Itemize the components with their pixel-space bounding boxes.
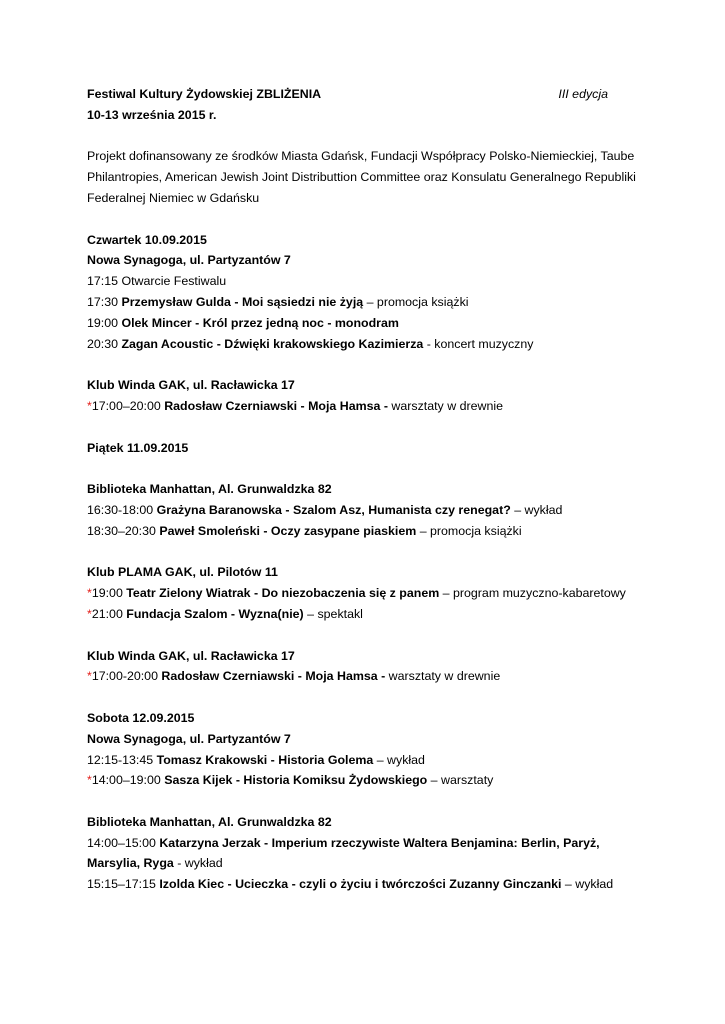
event-title: Grażyna Baranowska - Szalom Asz, Humanista czy renegat? <box>156 502 511 517</box>
event-type: – promocja książki <box>363 294 469 309</box>
event-type: - koncert muzyczny <box>423 336 534 351</box>
venue-heading: Klub PLAMA GAK, ul. Pilotów 11 <box>87 565 278 580</box>
event-item <box>87 604 632 625</box>
event-title: Marsylia, Ryga <box>87 856 174 871</box>
funding-line-2: Philantropies, American Jewish Joint Distributtion Committee oraz Konsulatu Generalnego Republiki <box>87 170 636 185</box>
event-item <box>87 583 632 604</box>
asterisk-mark: * <box>87 773 92 788</box>
event-time: 19:00 <box>91 586 127 601</box>
asterisk-mark: * <box>87 398 92 413</box>
event-item <box>87 313 632 334</box>
event-item <box>87 396 632 417</box>
venue-heading: Biblioteka Manhattan, Al. Grunwaldzka 82 <box>87 482 332 497</box>
event-item <box>87 666 632 687</box>
event-time: 14:00–19:00 <box>91 773 165 788</box>
event-type: – wykład <box>373 752 425 767</box>
day-heading-thursday: Czwartek 10.09.2015 <box>87 232 207 247</box>
event-time: 17:30 <box>87 294 122 309</box>
event-time: 18:30–20:30 <box>87 523 160 538</box>
event-item <box>87 750 632 771</box>
event-title: Sasza Kijek - Historia Komiksu Żydowskiego <box>164 773 428 788</box>
event-type: – promocja książki <box>416 523 522 538</box>
event-title: Radosław Czerniawski - Moja Hamsa - <box>161 669 386 684</box>
header-row <box>87 84 608 105</box>
event-item-continued <box>87 853 632 874</box>
event-item <box>87 334 632 355</box>
event-item <box>87 874 632 895</box>
event-title: Olek Mincer - Król przez jedną noc - monodram <box>121 315 399 330</box>
event-item: 17:15 Otwarcie Festiwalu <box>87 274 227 289</box>
asterisk-mark: * <box>87 606 92 621</box>
event-item <box>87 500 632 521</box>
funding-line-1: Projekt dofinansowany ze środków Miasta Gdańsk, Fundacji Współpracy Polsko-Niemieckiej, Taube <box>87 149 635 164</box>
event-title: Katarzyna Jerzak - Imperium rzeczywiste Waltera Benjamina: Berlin, Paryż, <box>159 835 600 850</box>
event-type: – wykład <box>510 502 563 517</box>
funding-line-3: Federalnej Niemiec w Gdańsku <box>87 190 260 205</box>
event-title: Izolda Kiec - Ucieczka - czyli o życiu i twórczości Zuzanny Ginczanki <box>159 877 562 892</box>
venue-heading: Biblioteka Manhattan, Al. Grunwaldzka 82 <box>87 814 332 829</box>
event-title: Przemysław Gulda - Moi sąsiedzi nie żyją <box>121 294 364 309</box>
document-page <box>87 84 636 895</box>
event-title: Tomasz Krakowski - Historia Golema <box>156 752 374 767</box>
event-time: 20:30 <box>87 336 122 351</box>
event-type: – warsztaty <box>427 773 494 788</box>
asterisk-mark: * <box>87 586 92 601</box>
event-time: 16:30-18:00 <box>87 502 157 517</box>
day-heading-friday: Piątek 11.09.2015 <box>87 440 189 455</box>
event-time: 21:00 <box>91 606 127 621</box>
event-item <box>87 521 632 542</box>
event-time: 17:00–20:00 <box>91 398 165 413</box>
event-type: – spektakl <box>303 606 363 621</box>
event-time: 19:00 <box>87 315 122 330</box>
event-title: Fundacja Szalom - Wyzna(nie) <box>126 606 304 621</box>
event-type: - wykład <box>173 856 223 871</box>
venue-heading: Nowa Synagoga, ul. Partyzantów 7 <box>87 731 291 746</box>
event-type: warsztaty w drewnie <box>387 398 503 413</box>
event-item <box>87 833 632 854</box>
event-time: 15:15–17:15 <box>87 877 160 892</box>
day-heading-saturday: Sobota 12.09.2015 <box>87 710 195 725</box>
event-time: 17:00-20:00 <box>91 669 162 684</box>
event-title: Paweł Smoleński - Oczy zasypane piaskiem <box>159 523 417 538</box>
venue-heading: Nowa Synagoga, ul. Partyzantów 7 <box>87 253 291 268</box>
event-type: – program muzyczno-kabaretowy <box>439 586 626 601</box>
event-title: Teatr Zielony Wiatrak - Do niezobaczenia się z panem <box>126 586 440 601</box>
event-time: 12:15-13:45 <box>87 752 157 767</box>
event-title: Radosław Czerniawski - Moja Hamsa - <box>164 398 388 413</box>
festival-title: Festiwal Kultury Żydowskiej ZBLIŻENIA <box>87 87 322 101</box>
event-type: – wykład <box>561 877 614 892</box>
festival-dates: 10-13 września 2015 r. <box>87 107 217 122</box>
venue-heading: Klub Winda GAK, ul. Racławicka 17 <box>87 648 295 663</box>
event-type: warsztaty w drewnie <box>385 669 501 684</box>
asterisk-mark: * <box>87 669 92 684</box>
event-time: 14:00–15:00 <box>87 835 160 850</box>
edition-label: III edycja <box>558 87 608 101</box>
event-title: Zagan Acoustic - Dźwięki krakowskiego Kazimierza <box>121 336 424 351</box>
event-item <box>87 770 632 791</box>
event-item <box>87 292 632 313</box>
venue-heading: Klub Winda GAK, ul. Racławicka 17 <box>87 378 295 393</box>
